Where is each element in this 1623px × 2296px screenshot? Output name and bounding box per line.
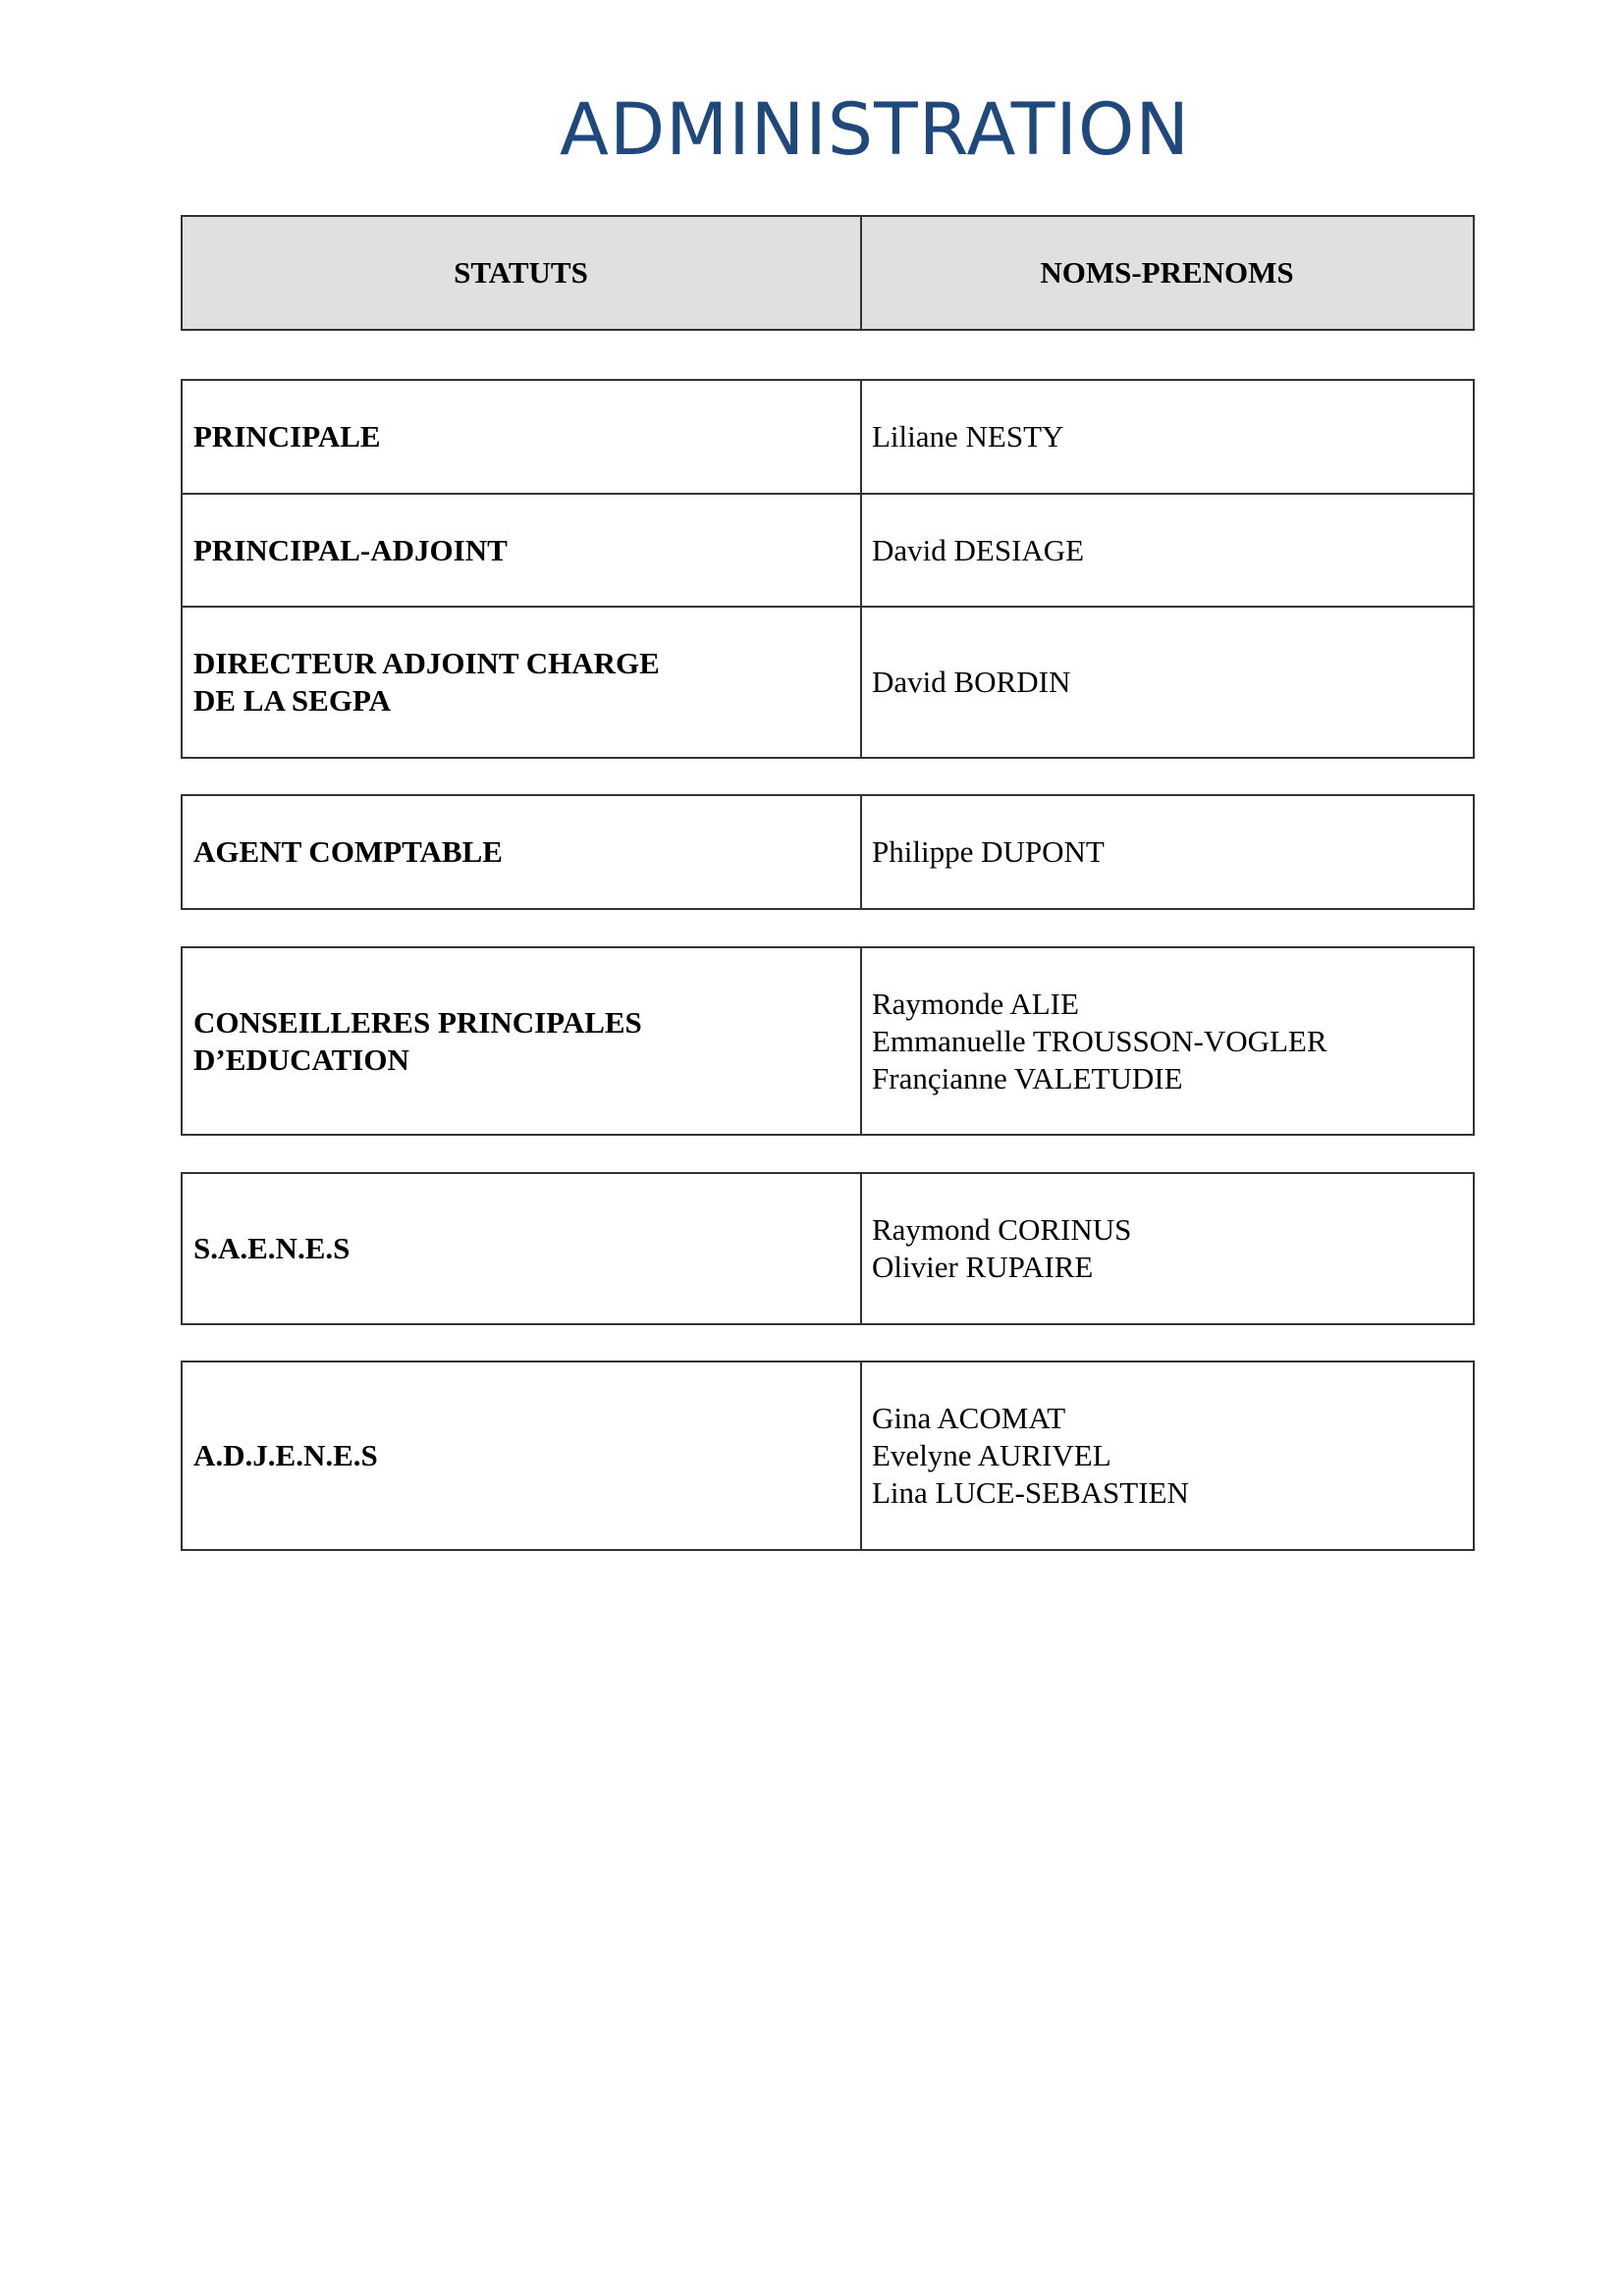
table-row: [182, 607, 1474, 758]
table-row: [182, 494, 1474, 607]
table-row: [182, 1362, 1474, 1550]
name-line: Liliane NESTY: [872, 419, 1064, 454]
status-cell: [182, 607, 861, 758]
status-line: D’EDUCATION: [193, 1041, 409, 1077]
names-cell: [861, 1362, 1474, 1550]
status-line: CONSEILLERES PRINCIPALES: [193, 1004, 642, 1040]
table-row: [182, 1173, 1474, 1324]
status-line: DE LA SEGPA: [193, 683, 391, 718]
name-line: Raymonde ALIE: [872, 986, 1079, 1021]
status-cell: PRINCIPALE: [182, 380, 861, 494]
status-cell: AGENT COMPTABLE: [182, 795, 861, 909]
names-cell: [861, 795, 1474, 909]
table-row: [182, 795, 1474, 909]
name-line: Philippe DUPONT: [872, 834, 1105, 869]
name-line: Françianne VALETUDIE: [872, 1060, 1183, 1095]
accounting-table: [181, 794, 1475, 910]
status-cell: S.A.E.N.E.S: [182, 1173, 861, 1324]
status-cell: [182, 947, 861, 1135]
name-line: Gina ACOMAT: [872, 1401, 1066, 1435]
names-cell: [861, 607, 1474, 758]
adjenes-table: [181, 1361, 1475, 1551]
names-cell: [861, 494, 1474, 607]
status-cell: A.D.J.E.N.E.S: [182, 1362, 861, 1550]
name-line: Emmanuelle TROUSSON-VOGLER: [872, 1023, 1327, 1058]
name-line: Lina LUCE-SEBASTIEN: [872, 1475, 1189, 1510]
name-line: Raymond CORINUS: [872, 1212, 1132, 1247]
status-cell: PRINCIPAL-ADJOINT: [182, 494, 861, 607]
names-cell: [861, 1173, 1474, 1324]
header-names: NOMS-PRENOMS: [861, 216, 1474, 330]
name-line: David BORDIN: [872, 665, 1071, 699]
names-cell: [861, 947, 1474, 1135]
table-row: [182, 947, 1474, 1135]
header-status: STATUTS: [182, 216, 861, 330]
saenes-table: [181, 1172, 1475, 1325]
table-row: [182, 380, 1474, 494]
names-cell: [861, 380, 1474, 494]
status-line: DIRECTEUR ADJOINT CHARGE: [193, 646, 660, 680]
name-line: David DESIAGE: [872, 532, 1085, 567]
page-title-text: ADMINISTRATION: [560, 88, 1190, 172]
name-line: Olivier RUPAIRE: [872, 1250, 1094, 1284]
direction-table: [181, 379, 1475, 759]
education-table: [181, 946, 1475, 1136]
name-line: Evelyne AURIVEL: [872, 1438, 1111, 1472]
header-table: [181, 215, 1475, 331]
